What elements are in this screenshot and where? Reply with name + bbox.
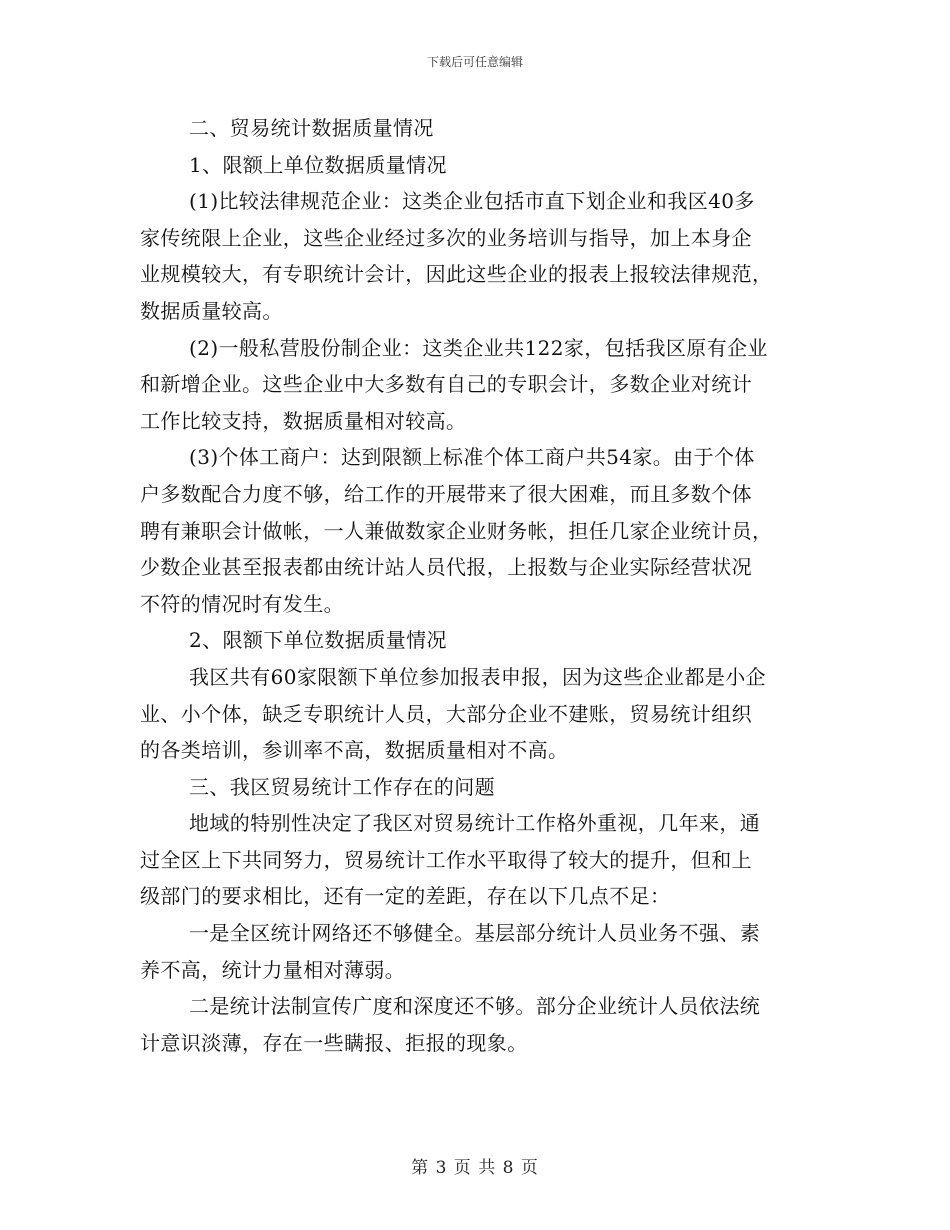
text-line: 养不高，统计力量相对薄弱。 — [140, 957, 406, 982]
text-line: 二、贸易统计数据质量情况 — [189, 116, 434, 140]
text-line: 聘有兼职会计做帐，一人兼做数家企业财务帐，担任几家企业统计员， — [140, 518, 773, 543]
header-note: 下载后可任意编辑 — [426, 55, 523, 69]
text-line: 户多数配合力度不够，给工作的开展带来了很大困难，而且多数个体 — [140, 481, 752, 506]
text-line: 业、小个体，缺乏专职统计人员，大部分企业不建账，贸易统计组织 — [140, 701, 752, 726]
text-line: 少数企业甚至报表都由统计站人员代报，上报数与企业实际经营状况 — [140, 555, 752, 580]
text-line: (3)个体工商户：达到限额上标准个体工商户共54家。由于个体 — [189, 445, 755, 470]
document-body — [140, 110, 806, 1061]
text-line: 1、限额上单位数据质量情况 — [189, 152, 447, 177]
text-line: 过全区上下共同努力，贸易统计工作水平取得了较大的提升，但和上 — [140, 847, 752, 872]
text-line: 数据质量较高。 — [140, 298, 283, 323]
text-line: 级部门的要求相比，还有一定的差距，存在以下几点不足： — [140, 884, 671, 909]
text-line: 和新增企业。这些企业中大多数有自己的专职会计，多数企业对统计 — [140, 372, 752, 397]
text-line: 一是全区统计网络还不够健全。基层部分统计人员业务不强、素 — [189, 921, 761, 946]
text-line: 不符的情况时有发生。 — [140, 591, 344, 616]
text-line: (2)一般私营股份制企业：这类企业共122家，包括我区原有企业 — [189, 335, 768, 360]
text-line: 我区共有60家限额下单位参加报表申报，因为这些企业都是小企 — [189, 664, 767, 689]
text-line: (1)比较法律规范企业：这类企业包括市直下划企业和我区40多 — [189, 189, 755, 214]
text-line: 地域的特别性决定了我区对贸易统计工作格外重视，几年来，通 — [189, 811, 761, 836]
text-line: 2、限额下单位数据质量情况 — [189, 628, 447, 653]
text-line: 二是统计法制宣传广度和深度还不够。部分企业统计人员依法统 — [189, 994, 761, 1019]
text-line: 计意识淡薄，存在一些瞒报、拒报的现象。 — [140, 1030, 528, 1055]
text-line: 家传统限上企业，这些企业经过多次的业务培训与指导，加上本身企 — [140, 225, 752, 250]
text-line: 工作比较支持，数据质量相对较高。 — [140, 408, 467, 433]
text-line: 三、我区贸易统计工作存在的问题 — [189, 774, 495, 799]
text-line: 业规模较大，有专职统计会计，因此这些企业的报表上报较法律规范， — [140, 262, 773, 287]
text-line: 的各类培训，参训率不高，数据质量相对不高。 — [140, 738, 569, 763]
page-number: 第 3 页 共 8 页 — [411, 1158, 539, 1178]
